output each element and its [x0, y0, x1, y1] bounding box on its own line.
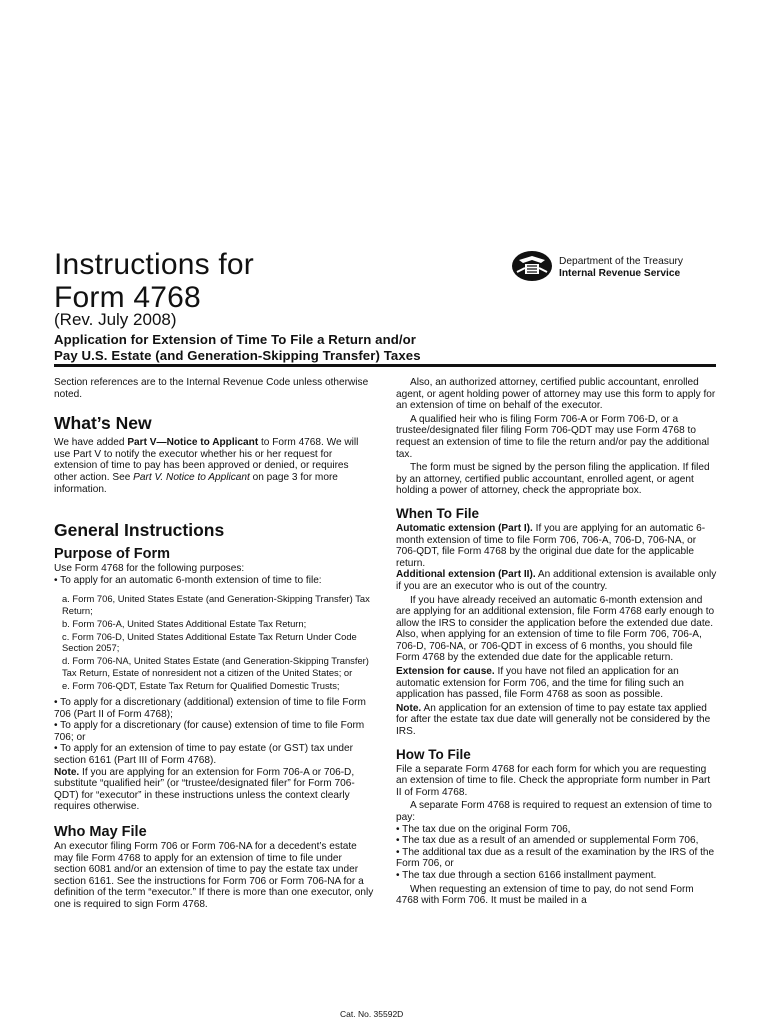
whats-new-text: [54, 437, 374, 495]
additional-extension-label: Additional extension (Part II).: [396, 569, 536, 581]
additional-extension-para: [396, 569, 717, 592]
how-to-file-heading: How To File: [396, 746, 471, 762]
whats-new-heading: What’s New: [54, 413, 152, 434]
when-note-label: Note.: [396, 702, 422, 714]
header-rule: [54, 364, 716, 367]
agency-irs: Internal Revenue Service: [559, 268, 681, 279]
whats-new-text-c: to Form 4768. We will use Part V to notify the executor whether his or her request for extension of time to pay has been approved or denied, or requires other action. See: [54, 437, 359, 483]
left-column: [54, 377, 374, 910]
right-column: [396, 377, 717, 907]
how-to-file-para-3: When requesting an extension of time to pay, do not send Form 4768 with Form 706. It must be mailed in a: [396, 883, 694, 907]
doc-subtitle-line2: Pay U.S. Estate (and Generation-Skipping Transfer) Taxes: [54, 348, 421, 363]
purpose-bullet-4: • To apply for an extension of time to pay estate (or GST) tax under section 6161 (Part III of Form 4768).: [54, 743, 354, 766]
whats-new-ref: Part V. Notice to Applicant: [133, 471, 250, 483]
purpose-heading: Purpose of Form: [54, 546, 171, 563]
irs-eagle-logo: [511, 250, 553, 282]
purpose-note: [54, 767, 374, 813]
section-references: Section references are to the Internal Revenue Code unless otherwise noted.: [54, 377, 369, 400]
whats-new-text-e: on page 3 for more information.: [54, 471, 338, 495]
catalog-number: Cat. No. 35592D: [340, 1009, 404, 1019]
doc-title-line2: Form 4768: [54, 281, 201, 314]
doc-subtitle-line1: Application for Extension of Time To File a Return and/or: [54, 332, 417, 347]
extension-for-cause-text: If you have not filed an application for an automatic extension for Form 706, and the time for filing such an application has passed, file Form 4768 as soon as possible.: [396, 666, 684, 701]
when-note-para: [396, 703, 717, 738]
note-label: Note.: [54, 766, 80, 778]
how-to-file-para-2: A separate Form 4768 is required to request an extension of time to pay:: [396, 800, 712, 823]
automatic-extension-text: If you are applying for an automatic 6-month extension of time to file Form 706, 706-A, 706-D, 706-NA, or 706-QDT, file Form 4768 by the original due date for the applicable return.: [396, 522, 706, 569]
purpose-bullet-2: • To apply for a discretionary (additional) extension of time to file Form 706 (Part II of Form 4768);: [54, 696, 366, 720]
extension-for-cause-para: [396, 666, 717, 701]
how-bullet-3: • The additional tax due as a result of the examination by the IRS of the Form 706, or: [396, 846, 715, 870]
qualified-heir-para: A qualified heir who is filing Form 706-A or Form 706-D, or a trustee/designated filer filing Form 706-QDT may use Form 4768 to request an extension of time to file the return and/or pay the additional tax.: [396, 413, 710, 460]
how-to-file-para-1: File a separate Form 4768 for each form for which you are requesting an extension of time to file. Check the appropriate form number in Part II of Form 4768.: [396, 763, 711, 798]
purpose-sub-d: d. Form 706-NA, United States Estate (and Generation-Skipping Transfer) Tax Return, Estate of nonresident not a citizen of the United States; or: [62, 655, 369, 678]
signature-para: The form must be signed by the person filing the application. If filed by an attorney, certified public accountant, enrolled agent, or agent holding a power of attorney, check the appropriate box.: [396, 462, 710, 497]
purpose-sub-c: c. Form 706-D, United States Additional Estate Tax Return Under Code Section 2057;: [62, 630, 357, 654]
who-may-file-text: An executor filing Form 706 or Form 706-NA for a decedent’s estate may file Form 4768 to apply for an extension of time to file under section 6081 and/or an extension of time to pay the estate tax under section 6161. See the instructions for Form 706 or Form 706-NA for a definition of the term “executor.” If there is more than one executor, only one is required to sign Form 4768.: [54, 840, 374, 910]
revision-date: (Rev. July 2008): [54, 310, 177, 329]
when-note-text: An application for an extension of time to pay estate tax applied for after the estate tax due date will generally not be considered by the IRS.: [396, 702, 711, 738]
additional-extension-para-2: If you have already received an automatic 6-month extension and are applying for an additional extension, file Form 4768 early enough to allow the IRS to consider the application before the extended due date. Also, when applying for an extension of time to file Form 706, 706-A, 706-D, 706-NA, or 706-QDT in excess of 6 months, you should file Form 4768 by the extended due date for the applicable return.: [396, 594, 715, 664]
when-to-file-heading: When To File: [396, 505, 479, 521]
automatic-extension-para: [396, 523, 717, 569]
additional-extension-text: An additional extension is available only if you are an executor who is out of the country.: [396, 569, 717, 592]
doc-title-line1: Instructions for: [54, 248, 254, 281]
automatic-extension-label: Automatic extension (Part I).: [396, 522, 533, 534]
purpose-sub-e: e. Form 706-QDT, Estate Tax Return for Qualified Domestic Trusts;: [62, 679, 340, 691]
who-may-file-heading: Who May File: [54, 823, 147, 840]
note-text: If you are applying for an extension for Form 706-A or 706-D, substitute “qualified heir” (or “trustee/designated filer” for Form 706-QDT) for “executor” in these instructions unless the context clearly requires otherwise.: [54, 766, 355, 813]
whats-new-text-a: We have added: [54, 437, 128, 449]
general-instructions-heading: General Instructions: [54, 520, 225, 541]
purpose-sub-a: a. Form 706, United States Estate (and Generation-Skipping Transfer) Tax Return;: [62, 593, 370, 616]
how-bullet-2: • The tax due as a result of an amended or supplemental Form 706,: [396, 835, 699, 847]
purpose-intro: Use Form 4768 for the following purposes:: [54, 563, 245, 575]
how-bullet-1: • The tax due on the original Form 706,: [396, 823, 571, 835]
purpose-sub-b: b. Form 706-A, United States Additional Estate Tax Return;: [62, 617, 307, 629]
purpose-bullet-3: • To apply for a discretionary (for cause) extension of time to file Form 706; or: [54, 720, 365, 743]
whats-new-part-v: Part V—Notice to Applicant: [127, 437, 259, 449]
extension-for-cause-label: Extension for cause.: [396, 666, 495, 678]
how-bullet-4: • The tax due through a section 6166 installment payment.: [396, 869, 657, 881]
authorized-attorney-para: Also, an authorized attorney, certified public accountant, enrolled agent, or agent holding power of attorney may use this form to apply for an extension of time on behalf of the executor.: [396, 377, 716, 412]
agency-dept: Department of the Treasury: [559, 256, 684, 267]
purpose-bullet-1: • To apply for an automatic 6-month extension of time to file:: [54, 574, 322, 586]
